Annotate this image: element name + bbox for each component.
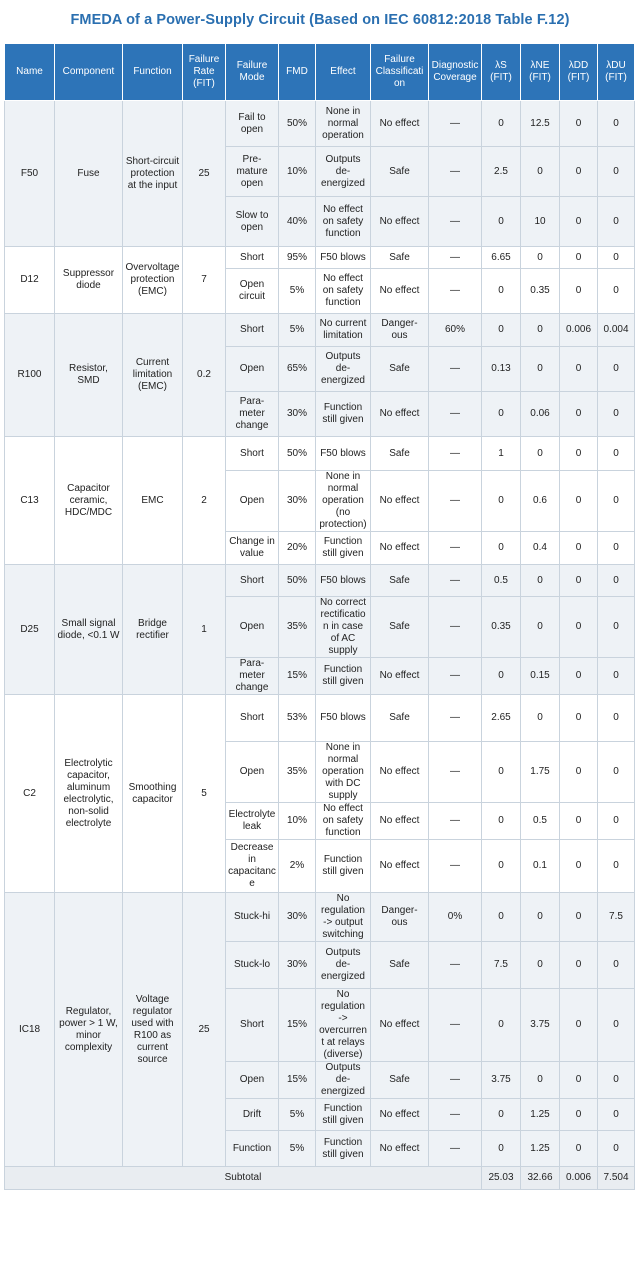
lnr-cell: 1.75 [521, 742, 560, 803]
effect-cell: Outputs de-energized [316, 942, 371, 989]
ldu-cell: 0 [598, 803, 635, 840]
mode-cell: Stuck-lo [226, 942, 279, 989]
dc-cell: — [429, 147, 482, 197]
ls-cell: 7.5 [482, 942, 521, 989]
cls-cell: Safe [371, 437, 429, 471]
component-name-cell: F50 [5, 101, 55, 247]
header-function: Function [123, 44, 183, 101]
table-row [5, 437, 635, 471]
ldu-cell: 0 [598, 101, 635, 147]
ldu-cell: 0 [598, 269, 635, 314]
effect-cell: Outputs de-energized [316, 1062, 371, 1099]
header-lambda-du: λDU (FIT) [598, 44, 635, 101]
function-cell: Overvoltage protection (EMC) [123, 247, 183, 314]
ldu-cell: 0 [598, 989, 635, 1062]
ldd-cell: 0 [560, 565, 598, 597]
cls-cell: Safe [371, 147, 429, 197]
lnr-cell: 0 [521, 314, 560, 347]
effect-cell: F50 blows [316, 247, 371, 269]
mode-cell: Short [226, 989, 279, 1062]
fmd-cell: 30% [279, 392, 316, 437]
dc-cell: — [429, 565, 482, 597]
cls-cell: No effect [371, 840, 429, 893]
mode-cell: Para-meter change [226, 658, 279, 695]
fmd-cell: 30% [279, 893, 316, 942]
ldd-cell: 0 [560, 803, 598, 840]
lnr-cell: 0 [521, 147, 560, 197]
fmd-cell: 30% [279, 942, 316, 989]
cls-cell: Safe [371, 247, 429, 269]
cls-cell: No effect [371, 803, 429, 840]
cls-cell: No effect [371, 742, 429, 803]
fmd-cell: 15% [279, 1062, 316, 1099]
lnr-cell: 0.15 [521, 658, 560, 695]
mode-cell: Open [226, 1062, 279, 1099]
fmd-cell: 15% [279, 658, 316, 695]
lnr-cell: 3.75 [521, 989, 560, 1062]
ls-cell: 1 [482, 437, 521, 471]
lnr-cell: 0 [521, 347, 560, 392]
effect-cell: Function still given [316, 840, 371, 893]
header-fmd: FMD [279, 44, 316, 101]
dc-cell: 0% [429, 893, 482, 942]
ldd-cell: 0 [560, 532, 598, 565]
ls-cell: 3.75 [482, 1062, 521, 1099]
effect-cell: Function still given [316, 1131, 371, 1167]
ldu-cell: 0 [598, 437, 635, 471]
ls-cell: 0 [482, 197, 521, 247]
ls-cell: 2.5 [482, 147, 521, 197]
fmd-cell: 35% [279, 597, 316, 658]
fmeda-table [4, 43, 635, 1190]
ldd-cell: 0 [560, 392, 598, 437]
subtotal-ldd-cell: 0.006 [560, 1167, 598, 1190]
failure-rate-cell: 2 [183, 437, 226, 565]
mode-cell: Decrease in capacitance [226, 840, 279, 893]
fmd-cell: 50% [279, 437, 316, 471]
mode-cell: Short [226, 565, 279, 597]
fmd-cell: 50% [279, 101, 316, 147]
component-cell: Small signal diode, <0.1 W [55, 565, 123, 695]
ldu-cell: 0 [598, 1062, 635, 1099]
header-row [5, 44, 635, 101]
cls-cell: No effect [371, 532, 429, 565]
dc-cell: — [429, 269, 482, 314]
ldu-cell: 0.004 [598, 314, 635, 347]
fmd-cell: 95% [279, 247, 316, 269]
ldd-cell: 0 [560, 471, 598, 532]
dc-cell: — [429, 942, 482, 989]
mode-cell: Open circuit [226, 269, 279, 314]
ls-cell: 0 [482, 658, 521, 695]
ldd-cell: 0 [560, 989, 598, 1062]
ldu-cell: 0 [598, 565, 635, 597]
mode-cell: Stuck-hi [226, 893, 279, 942]
lnr-cell: 0 [521, 247, 560, 269]
component-cell: Regulator, power > 1 W, minor complexity [55, 893, 123, 1167]
dc-cell: — [429, 197, 482, 247]
ldd-cell: 0 [560, 840, 598, 893]
ls-cell: 0 [482, 392, 521, 437]
cls-cell: Danger- ous [371, 314, 429, 347]
ldd-cell: 0 [560, 893, 598, 942]
effect-cell: No effect on safety function [316, 269, 371, 314]
failure-rate-cell: 25 [183, 101, 226, 247]
ls-cell: 0 [482, 471, 521, 532]
ldd-cell: 0 [560, 1062, 598, 1099]
lnr-cell: 0 [521, 695, 560, 742]
cls-cell: No effect [371, 1131, 429, 1167]
lnr-cell: 0 [521, 437, 560, 471]
ldd-cell: 0 [560, 1099, 598, 1131]
fmd-cell: 35% [279, 742, 316, 803]
ls-cell: 0 [482, 1131, 521, 1167]
ldd-cell: 0 [560, 147, 598, 197]
failure-rate-cell: 0.2 [183, 314, 226, 437]
dc-cell: — [429, 471, 482, 532]
lnr-cell: 0 [521, 1062, 560, 1099]
ldd-cell: 0.006 [560, 314, 598, 347]
effect-cell: Function still given [316, 1099, 371, 1131]
lnr-cell: 10 [521, 197, 560, 247]
effect-cell: F50 blows [316, 437, 371, 471]
component-cell: Fuse [55, 101, 123, 247]
ls-cell: 0 [482, 742, 521, 803]
failure-rate-cell: 7 [183, 247, 226, 314]
mode-cell: Function [226, 1131, 279, 1167]
dc-cell: — [429, 392, 482, 437]
ldd-cell: 0 [560, 942, 598, 989]
header-failure-mode: Failure Mode [226, 44, 279, 101]
ls-cell: 0 [482, 803, 521, 840]
dc-cell: — [429, 437, 482, 471]
fmd-cell: 5% [279, 1131, 316, 1167]
subtotal-label: Subtotal [5, 1167, 482, 1190]
cls-cell: Danger- ous [371, 893, 429, 942]
fmd-cell: 20% [279, 532, 316, 565]
mode-cell: Change in value [226, 532, 279, 565]
effect-cell: No effect on safety function [316, 803, 371, 840]
cls-cell: Safe [371, 695, 429, 742]
mode-cell: Open [226, 597, 279, 658]
lnr-cell: 0 [521, 942, 560, 989]
ldu-cell: 0 [598, 742, 635, 803]
lnr-cell: 0 [521, 893, 560, 942]
ldd-cell: 0 [560, 347, 598, 392]
lnr-cell: 0.35 [521, 269, 560, 314]
component-name-cell: C13 [5, 437, 55, 565]
failure-rate-cell: 1 [183, 565, 226, 695]
effect-cell: No current limitation [316, 314, 371, 347]
failure-rate-cell: 25 [183, 893, 226, 1167]
effect-cell: No correct rectification in case of AC supply [316, 597, 371, 658]
table-row [5, 695, 635, 742]
ldu-cell: 0 [598, 147, 635, 197]
component-cell: Suppressor diode [55, 247, 123, 314]
ls-cell: 2.65 [482, 695, 521, 742]
dc-cell: 60% [429, 314, 482, 347]
function-cell: Bridge rectifier [123, 565, 183, 695]
ldd-cell: 0 [560, 247, 598, 269]
cls-cell: Safe [371, 347, 429, 392]
ls-cell: 0 [482, 840, 521, 893]
mode-cell: Open [226, 347, 279, 392]
function-cell: Voltage regulator used with R100 as current source [123, 893, 183, 1167]
ls-cell: 0 [482, 314, 521, 347]
ldd-cell: 0 [560, 269, 598, 314]
component-cell: Resistor, SMD [55, 314, 123, 437]
fmd-cell: 53% [279, 695, 316, 742]
effect-cell: F50 blows [316, 565, 371, 597]
mode-cell: Short [226, 695, 279, 742]
cls-cell: No effect [371, 269, 429, 314]
subtotal-ls-cell: 25.03 [482, 1167, 521, 1190]
mode-cell: Electrolyte leak [226, 803, 279, 840]
effect-cell: F50 blows [316, 695, 371, 742]
ldu-cell: 0 [598, 1131, 635, 1167]
cls-cell: No effect [371, 989, 429, 1062]
header-lambda-s: λS (FIT) [482, 44, 521, 101]
header-name: Name [5, 44, 55, 101]
cls-cell: Safe [371, 1062, 429, 1099]
ldu-cell: 0 [598, 840, 635, 893]
table-row [5, 314, 635, 347]
function-cell: EMC [123, 437, 183, 565]
dc-cell: — [429, 347, 482, 392]
effect-cell: No regulation -> output switching [316, 893, 371, 942]
dc-cell: — [429, 532, 482, 565]
cls-cell: No effect [371, 392, 429, 437]
component-cell: Electrolytic capacitor, aluminum electrolytic, non-solid electrolyte [55, 695, 123, 893]
fmd-cell: 5% [279, 1099, 316, 1131]
fmd-cell: 50% [279, 565, 316, 597]
dc-cell: — [429, 803, 482, 840]
fmd-cell: 40% [279, 197, 316, 247]
dc-cell: — [429, 1062, 482, 1099]
ls-cell: 0.5 [482, 565, 521, 597]
component-name-cell: D25 [5, 565, 55, 695]
ls-cell: 0 [482, 893, 521, 942]
fmd-cell: 5% [279, 314, 316, 347]
fmd-cell: 15% [279, 989, 316, 1062]
dc-cell: — [429, 1131, 482, 1167]
effect-cell: Outputs de-energized [316, 147, 371, 197]
ls-cell: 0.35 [482, 597, 521, 658]
ldu-cell: 0 [598, 347, 635, 392]
mode-cell: Fail to open [226, 101, 279, 147]
ldu-cell: 0 [598, 597, 635, 658]
effect-cell: Function still given [316, 392, 371, 437]
lnr-cell: 1.25 [521, 1131, 560, 1167]
ldu-cell: 0 [598, 392, 635, 437]
component-name-cell: D12 [5, 247, 55, 314]
mode-cell: Short [226, 437, 279, 471]
lnr-cell: 0.6 [521, 471, 560, 532]
ldd-cell: 0 [560, 742, 598, 803]
cls-cell: No effect [371, 658, 429, 695]
ls-cell: 0 [482, 532, 521, 565]
ldu-cell: 0 [598, 197, 635, 247]
lnr-cell: 0.1 [521, 840, 560, 893]
ldu-cell: 0 [598, 658, 635, 695]
dc-cell: — [429, 742, 482, 803]
ldd-cell: 0 [560, 197, 598, 247]
effect-cell: None in normal operation (no protection) [316, 471, 371, 532]
header-lambda-nr: λNE (FIT) [521, 44, 560, 101]
cls-cell: Safe [371, 565, 429, 597]
function-cell: Short-circuit protection at the input [123, 101, 183, 247]
mode-cell: Para-meter change [226, 392, 279, 437]
component-cell: Capacitor ceramic, HDC/MDC [55, 437, 123, 565]
dc-cell: — [429, 840, 482, 893]
ldd-cell: 0 [560, 437, 598, 471]
header-effect: Effect [316, 44, 371, 101]
ls-cell: 6.65 [482, 247, 521, 269]
subtotal-lnr-cell: 32.66 [521, 1167, 560, 1190]
table-row [5, 893, 635, 942]
header-failure-classification: Failure Classification [371, 44, 429, 101]
dc-cell: — [429, 597, 482, 658]
lnr-cell: 12.5 [521, 101, 560, 147]
effect-cell: Outputs de-energized [316, 347, 371, 392]
cls-cell: Safe [371, 597, 429, 658]
ls-cell: 0 [482, 1099, 521, 1131]
component-name-cell: IC18 [5, 893, 55, 1167]
mode-cell: Pre-mature open [226, 147, 279, 197]
ldu-cell: 0 [598, 942, 635, 989]
cls-cell: No effect [371, 471, 429, 532]
effect-cell: Function still given [316, 658, 371, 695]
lnr-cell: 0 [521, 597, 560, 658]
effect-cell: No effect on safety function [316, 197, 371, 247]
ldd-cell: 0 [560, 597, 598, 658]
ldu-cell: 0 [598, 1099, 635, 1131]
fmd-cell: 30% [279, 471, 316, 532]
cls-cell: No effect [371, 101, 429, 147]
function-cell: Current limitation (EMC) [123, 314, 183, 437]
dc-cell: — [429, 658, 482, 695]
effect-cell: None in normal operation with DC supply [316, 742, 371, 803]
lnr-cell: 1.25 [521, 1099, 560, 1131]
mode-cell: Short [226, 314, 279, 347]
subtotal-ldu-cell: 7.504 [598, 1167, 635, 1190]
dc-cell: — [429, 247, 482, 269]
table-row [5, 101, 635, 147]
mode-cell: Drift [226, 1099, 279, 1131]
header-lambda-dd: λDD (FIT) [560, 44, 598, 101]
effect-cell: None in normal operation [316, 101, 371, 147]
mode-cell: Open [226, 742, 279, 803]
ls-cell: 0 [482, 989, 521, 1062]
ldu-cell: 7.5 [598, 893, 635, 942]
component-name-cell: C2 [5, 695, 55, 893]
table-row [5, 247, 635, 269]
lnr-cell: 0.5 [521, 803, 560, 840]
ldd-cell: 0 [560, 695, 598, 742]
ls-cell: 0 [482, 269, 521, 314]
effect-cell: No regulation -> overcurrent at relays (diverse) [316, 989, 371, 1062]
cls-cell: Safe [371, 942, 429, 989]
lnr-cell: 0 [521, 565, 560, 597]
ldd-cell: 0 [560, 101, 598, 147]
cls-cell: No effect [371, 1099, 429, 1131]
mode-cell: Short [226, 247, 279, 269]
mode-cell: Open [226, 471, 279, 532]
dc-cell: — [429, 695, 482, 742]
cls-cell: No effect [371, 197, 429, 247]
dc-cell: — [429, 101, 482, 147]
fmd-cell: 5% [279, 269, 316, 314]
lnr-cell: 0.06 [521, 392, 560, 437]
mode-cell: Slow to open [226, 197, 279, 247]
ldu-cell: 0 [598, 471, 635, 532]
effect-cell: Function still given [316, 532, 371, 565]
table-row [5, 565, 635, 597]
lnr-cell: 0.4 [521, 532, 560, 565]
ldu-cell: 0 [598, 532, 635, 565]
function-cell: Smoothing capacitor [123, 695, 183, 893]
ldu-cell: 0 [598, 695, 635, 742]
header-failure-rate: Failure Rate (FIT) [183, 44, 226, 101]
ls-cell: 0.13 [482, 347, 521, 392]
failure-rate-cell: 5 [183, 695, 226, 893]
ldd-cell: 0 [560, 658, 598, 695]
document-title: FMEDA of a Power-Supply Circuit (Based on IEC 60812:2018 Table F.12) [70, 12, 570, 28]
dc-cell: — [429, 1099, 482, 1131]
fmd-cell: 65% [279, 347, 316, 392]
ldd-cell: 0 [560, 1131, 598, 1167]
subtotal-row [5, 1167, 635, 1190]
fmd-cell: 10% [279, 147, 316, 197]
ldu-cell: 0 [598, 247, 635, 269]
header-component: Component [55, 44, 123, 101]
ls-cell: 0 [482, 101, 521, 147]
fmd-cell: 2% [279, 840, 316, 893]
component-name-cell: R100 [5, 314, 55, 437]
header-diagnostic-coverage: Diagnostic Coverage [429, 44, 482, 101]
table-body [5, 101, 635, 1190]
dc-cell: — [429, 989, 482, 1062]
fmd-cell: 10% [279, 803, 316, 840]
